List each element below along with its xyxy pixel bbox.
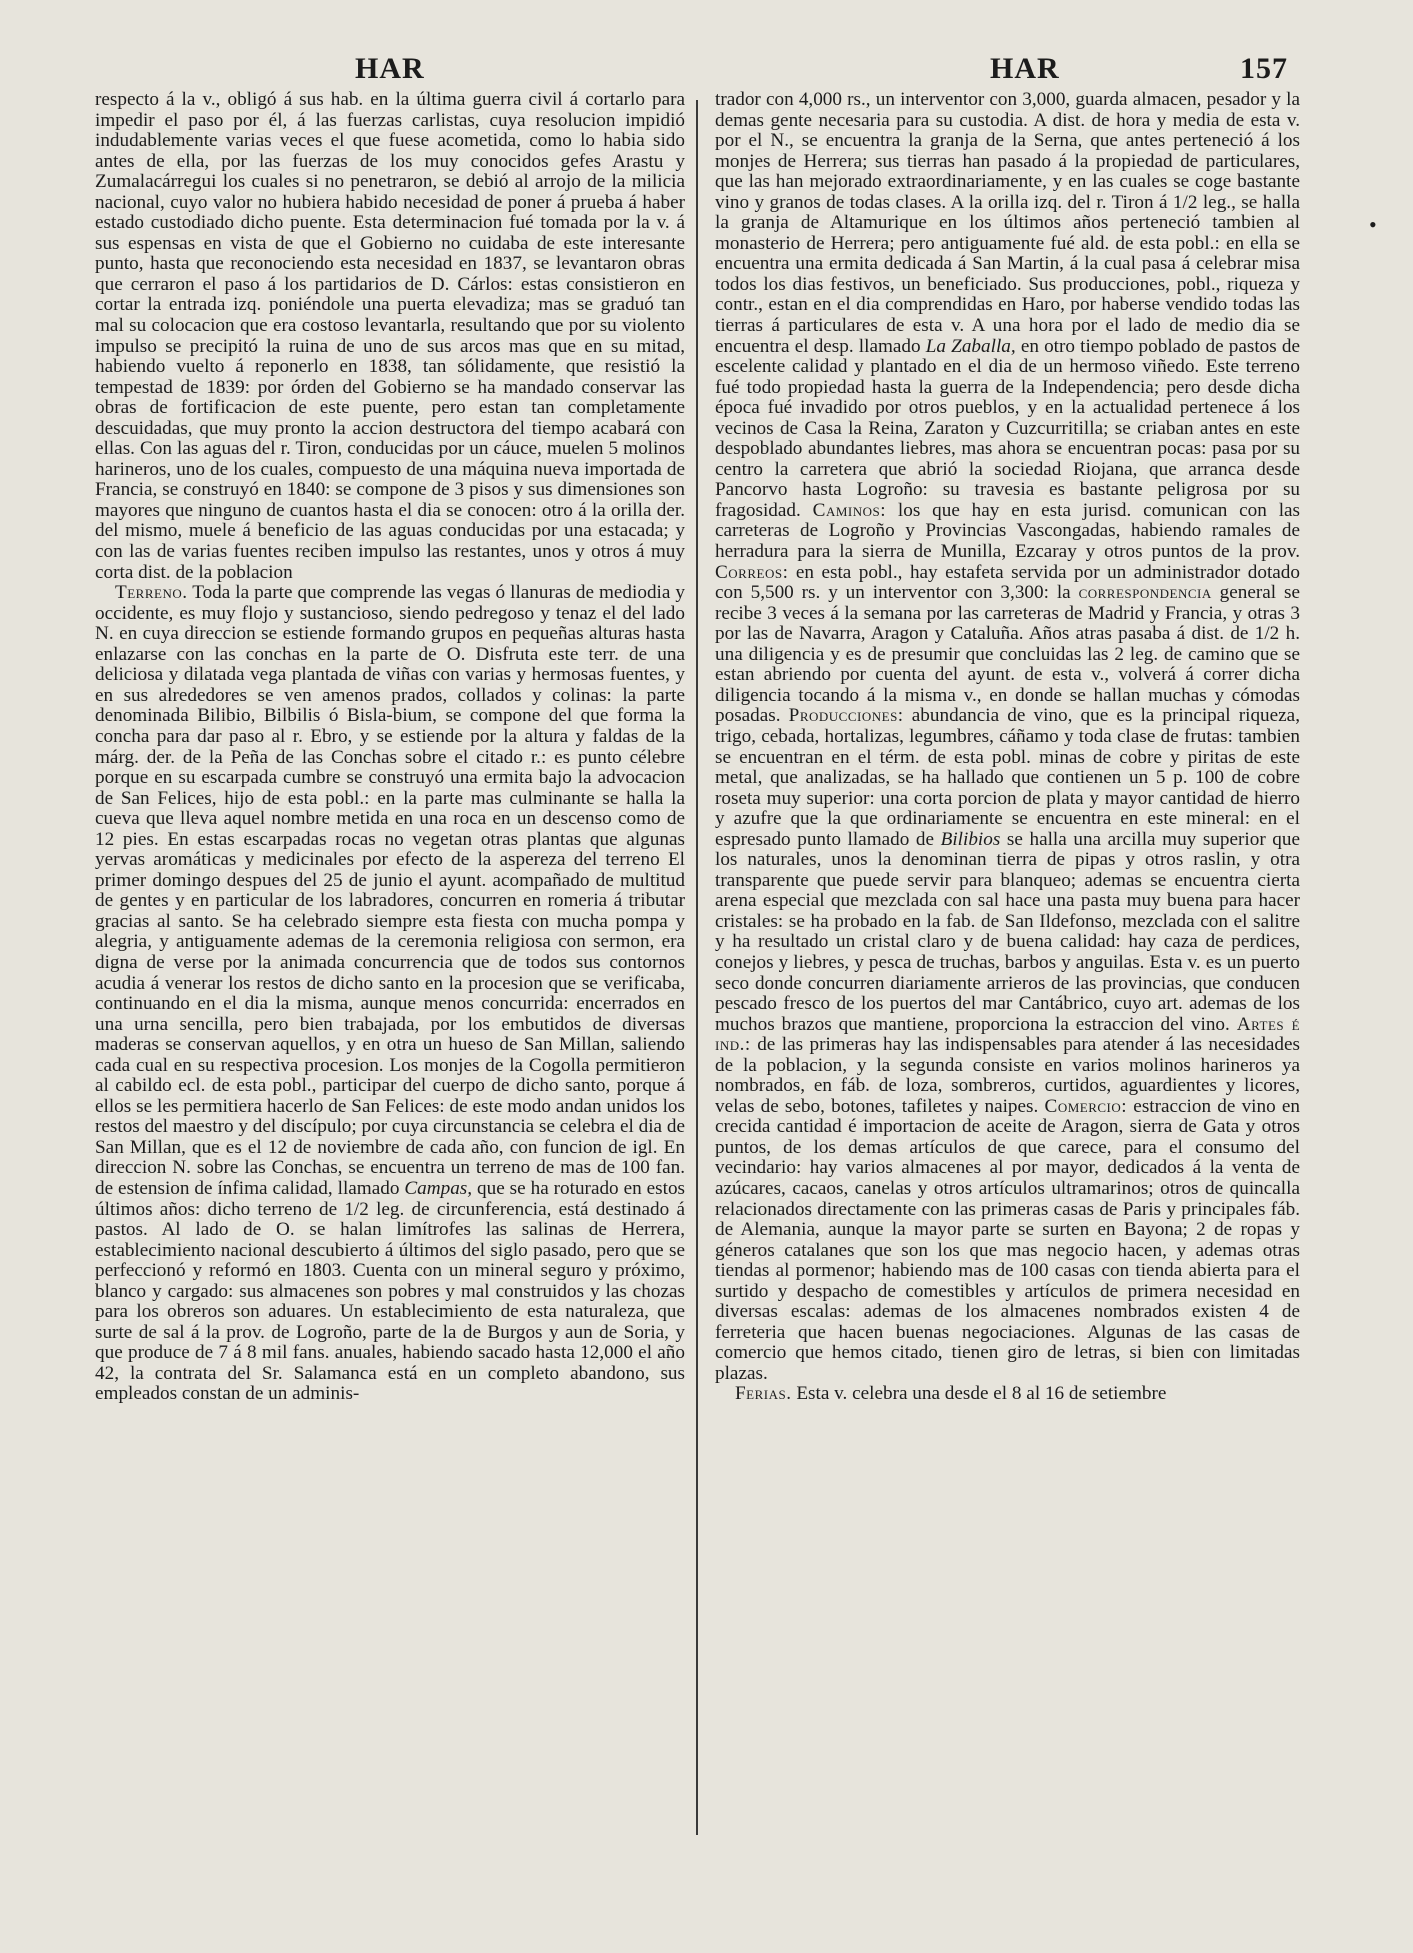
artes-text: de las primeras hay las indispensables para atender á las necesidades de la poblacion, y la segunda consiste en varios molinos harineros ya nombrados, en fáb. de loza, sombreros, curtidos, aguardientes y licores, velas de sebo, botones, tafiletes y naipes. <box>715 1034 1301 1117</box>
comercio-text: estraccion de vino en crecida cantidad é importacion de aceite de Aragon, sierra de Gata y otros puntos, de los demas artículos de que carece, para el consumo del vecindario: hay varios almacenes al por mayor, dedicados á la venta de azúcares, cacaos, canelas y otros artículos ultramarinos; otros de quincalla relacionados directamente con las primeras casas de Paris y principales fáb. de Alemania, aunque la mayor parte se surten en Bayona; 2 de ropas y géneros catalanes que son los que mas negocio hacen, y ademas otras tiendas al pormenor; habiendo mas de 100 casas con tienda abierta para el surtido y despacho de comestibles y artículos de primera necesidad en diversas escalas: ademas de los almacenes nombrados existen 4 de ferreteria que hacen buenas negociaciones. Algunas de las casas de comercio que hemos citado, tienen giro de letras, si bien con limitadas plazas. <box>715 1095 1300 1384</box>
paragraph-bridge: respecto á la v., obligó á sus hab. en la última guerra civil á cortarlo para impedir el paso por él, á las fuerzas carlistas, cuya resolucion impidió indudablemente varias veces el que fuese acometida, como lo habia sido antes de ella, por las fuerzas de los muy conocidos gefes Arastu y Zumalacárregui los cuales si no penetraron, se debió al arrojo de la milicia nacional, cuyo valor no hubiera habido necesidad de poner á prueba á haber estado custodiado dicho puente. Esta determinacion fué tomada por la v. á sus espensas en vista de que el Gobierno no cuidaba de este interesante punto, hasta que reconociendo esta necesidad en 1837, se levantaron obras que cerraron el paso á los partidarios de D. Cárlos: estas consistieron en cortar la entrada izq. poniéndole una puerta elevadiza; mas se graduó tan mal su colocacion que era costoso levantarla, resultando que por su violento impulso se precipitó la ruina de uno de sus arcos mas que en su mitad, habiendo vuelto á reponerlo en 1838, tan sólidamente, que resistió la tempestad de 1839: por órden del Gobierno se ha mandado conservar las obras de fortificacion de este puente, pero estan tan completamente descuidadas, que muy pronto la accion destructora del tiempo acabará con ellas. Con las aguas del r. Tiron, conducidas por un cáuce, muelen 5 molinos harineros, uno de los cuales, compuesto de una máquina nueva importada de Francia, se construyó en 1840: se compone de 3 pisos y sus dimensiones son mayores que ninguno de cuantos hasta el dia se conocen: otro á la orilla der. del mismo, muele á beneficio de las aguas conducidas por una estacada; y con las de varias fuentes reciben impulso las restantes, unos y otros á muy corta dist. de la poblacion <box>95 89 685 583</box>
correos-text: en esta pobl., hay estafeta servida por un administrador dotado con 5,500 rs. y un interventor con 3,300: <box>715 561 1300 604</box>
left-column <box>95 90 685 1405</box>
granjas-text: trador con 4,000 rs., un interventor con 3,000, guarda almacen, pesador y la demas gente necesaria para su custodia. A dist. de hora y media de esta v. por el N., se encuentra la granja de la Serna, que antes perteneció á los monjes de Herrera; sus tierras han pasado á la propiedad de particulares, que las han mejorado extraordinariamente, y en las cuales se coge bastante vino y granos de todas clases. A la orilla izq. del r. Tiron á 1/2 leg., se halla la granja de Altamurique en los últimos años perteneció tambien al monasterio de Herrera; pero antiguamente fué ald. de esta pobl.: en ella se encuentra una ermita dedicada á San Martin, á la cual pasa á celebrar misa todos los dias festivos, un beneficiado. Sus producciones, pobl., riqueza y contr., estan en el dia comprendidas en Haro, por haberse vendido todas las tierras á particulares de esta v. A una hora por el lado de medio dia se encuentra el desp. llamado <box>715 89 1300 357</box>
section-label-terreno: Terreno. <box>115 582 188 604</box>
column-divider <box>696 100 698 1835</box>
terreno-text: Toda la parte que comprende las vegas ó llanuras de mediodia y occidente, es muy flojo y sustancioso, siendo pedregoso y tenaz el del lado N. en cuya direccion se estiende formando grupos en pequeñas alturas hasta enlazarse con las conchas en la parte de O. Disfruta este terr. de una deliciosa y dilatada vega plantada de viñas con varias y hermosas fuentes, y en sus alrededores se ven amenos prados, collados y colinas: la parte denominada Bilibio, Bilbilis ó Bisla-bium, se compone del que forma la concha para dar paso al r. Ebro, y se estiende por la altura y faldas de la márg. der. de la Peña de las Conchas sobre el citado r.: es punto célebre porque en su escarpada cumbre se construyó una ermita bajo la advocacion de San Felices, hijo de esta pobl.: en la parte mas culminante se halla la cueva que lleva aquel nombre metida en una roca en un descenso como de 12 pies. En estas escarpadas rocas no vegetan otras plantas que algunas yervas aromáticas y medicinales por efecto de la aspereza del terreno El primer domingo despues del 25 de junio el ayunt. acompañado de multitud de gentes y en particular de los labradores, concurren en romeria á tributar gracias al santo. Se ha celebrado siempre esta fiesta con mucha pompa y alegria, y antiguamente ademas de la ceremonia religiosa con sermon, era digna de verse por la animada concurrencia que de todos sus contornos acudia á venerar los restos de dicho santo en la procesion que se verificaba, continuando en el dia la misma, aunque menos concurrida: encerrados en una urna sencilla, pero bien trabajada, por los embutidos de diversas maderas se conservan aquellos, y en otra un hueso de San Millan, saliendo cada cual en su respectiva procesion. Los monjes de la Cogolla permitieron al cabildo ecl. de esta pobl., participar del cuerpo de dicho santo, porque á ellos se les permitiera hacerlo de San Felices: de este modo andan unidos los restos del maestro y del discípulo; por cuya circunstancia se celebra el dia de San Millan, que es el 12 de noviembre de cada año, con funcion de igl. En direccion N. sobre las Conchas, se encuentra un terreno de mas de 100 fan. de estension de ínfima calidad, llamado <box>95 582 685 1199</box>
section-label-caminos: Caminos: <box>812 499 887 521</box>
italic-bilibios: Bilibios <box>940 828 1001 850</box>
producciones-text: abundancia de vino, que es la principal riqueza, trigo, cebada, hortalizas, legumbres, cáñamo y toda clase de frutas: tambien se encuentran en el térm. de esta pobl. minas de cobre y piritas de este metal, que analizadas, se ha hallado que contienen un 5 p. 100 de cobre roseta muy superior: una corta porcion de plata y mayor cantidad de hierro y azufre que la que ordinariamente se encuentra en este mineral: en el espresado punto llamado de <box>715 705 1300 850</box>
header-left-word: HAR <box>355 52 425 85</box>
correspondencia-text: general se recibe 3 veces á la semana por las carreteras de Madrid y Francia, y otras 3 por las de Navarra, Aragon y Cataluña. Años atras pasaba á dist. de 1/2 h. una diligencia y es de presumir que concluidas las 2 leg. de camino que se estan abriendo por cuenta del ayunt. de esta v., volverá á correr dicha diligencia tocando á la misma v., en donde se hallan muchas y cómodas posadas. <box>715 582 1300 727</box>
granjas-text-continued: en otro tiempo poblado de pastos de escelente calidad y plantado en el dia de un hermoso viñedo. Este terreno fué todo propiedad hasta la guerra de la Independencia; pero desde dicha época fué invadido por otros pueblos, y en la actualidad pertenece á los vecinos de Casa la Reina, Zaraton y Cuzcurritilla; se criaban antes en este despoblado abundantes liebres, mas ahora se encuentran pocas: pasa por su centro la carretera que abrió la sociedad Riojana, que arranca desde Pancorvo hasta Logroño: su travesia es bastante peligrosa por su fragosidad. <box>715 335 1300 521</box>
header-right-word: HAR <box>990 52 1060 85</box>
page-number: 157 <box>1240 52 1288 85</box>
caminos-text: los que hay en esta jurisd. comunican con las carreteras de Logroño y Provincias Vascongadas, habiendo ramales de herradura para la sierra de Munilla, Ezcaray y otros puntos de la prov. <box>715 499 1301 563</box>
correspondencia-article: la <box>1056 582 1071 604</box>
section-label-comercio: Comercio: <box>1044 1095 1128 1117</box>
right-column <box>715 90 1300 1405</box>
paragraph-terreno <box>95 583 685 1405</box>
terreno-text-continued: que se ha roturado en estos últimos años: dicho terreno de 1/2 leg. de circunferencia, está destinado á pastos. Al lado de O. se halan limítrofes las salinas de Herrera, establecimiento nacional descubierto á últimos del siglo pasado, pero que se perfeccionó y reformó en 1803. Cuenta con un mineral seguro y próximo, blanco y cargado: sus almacenes son pobres y mal construidos y las chozas para los obreros son aduares. Un establecimiento de esta naturaleza, que surte de sal á la prov. de Logroño, parte de la de Burgos y aun de Soria, y que produce de 7 á 8 mil fans. anuales, habiendo sacado hasta 12,000 el año 42, la contrata del Sr. Salamanca está en un completo abandono, sus empleados constan de un adminis- <box>95 1177 686 1405</box>
section-label-producciones: Producciones: <box>788 705 904 727</box>
section-label-correos: Correos: <box>715 561 789 583</box>
italic-la-zaballa: La Zaballa, <box>925 335 1016 357</box>
section-label-artes: Artes é ind.: <box>715 1013 1301 1056</box>
producciones-text-continued: se halla una arcilla muy superior que los naturales, unos la denominan tierra de pipas y otros raslin, y otra transparente que puede servir para blanqueo; ademas se encuentra cierta arena especial que mezclada con sal hace una pasta muy buena para hacer cristales: se ha probado en la fab. de San Ildefonso, mezclada con el salitre y ha resultado un cristal claro y de buena calidad: hay caza de perdices, conejos y liebres, y pesca de truchas, barbos y anguilas. Esta v. es un puerto seco donde concurren diariamente arrieros de las provincias, que conducen pescado fresco de los puertos del mar Cantábrico, cuyo art. ademas de los muchos brazos que mantiene, proporciona la estraccion del vino. <box>715 828 1301 1035</box>
section-label-correspondencia: correspondencia <box>1078 582 1212 604</box>
paragraph-ferias <box>715 1384 1300 1405</box>
terreno-italic-campas: Campas, <box>404 1177 473 1199</box>
section-label-ferias: Ferias. <box>735 1383 792 1405</box>
margin-mark: • <box>1369 212 1377 237</box>
ferias-text: Esta v. celebra una desde el 8 al 16 de setiembre <box>796 1383 1167 1405</box>
paragraph-granjas <box>715 90 1300 1384</box>
